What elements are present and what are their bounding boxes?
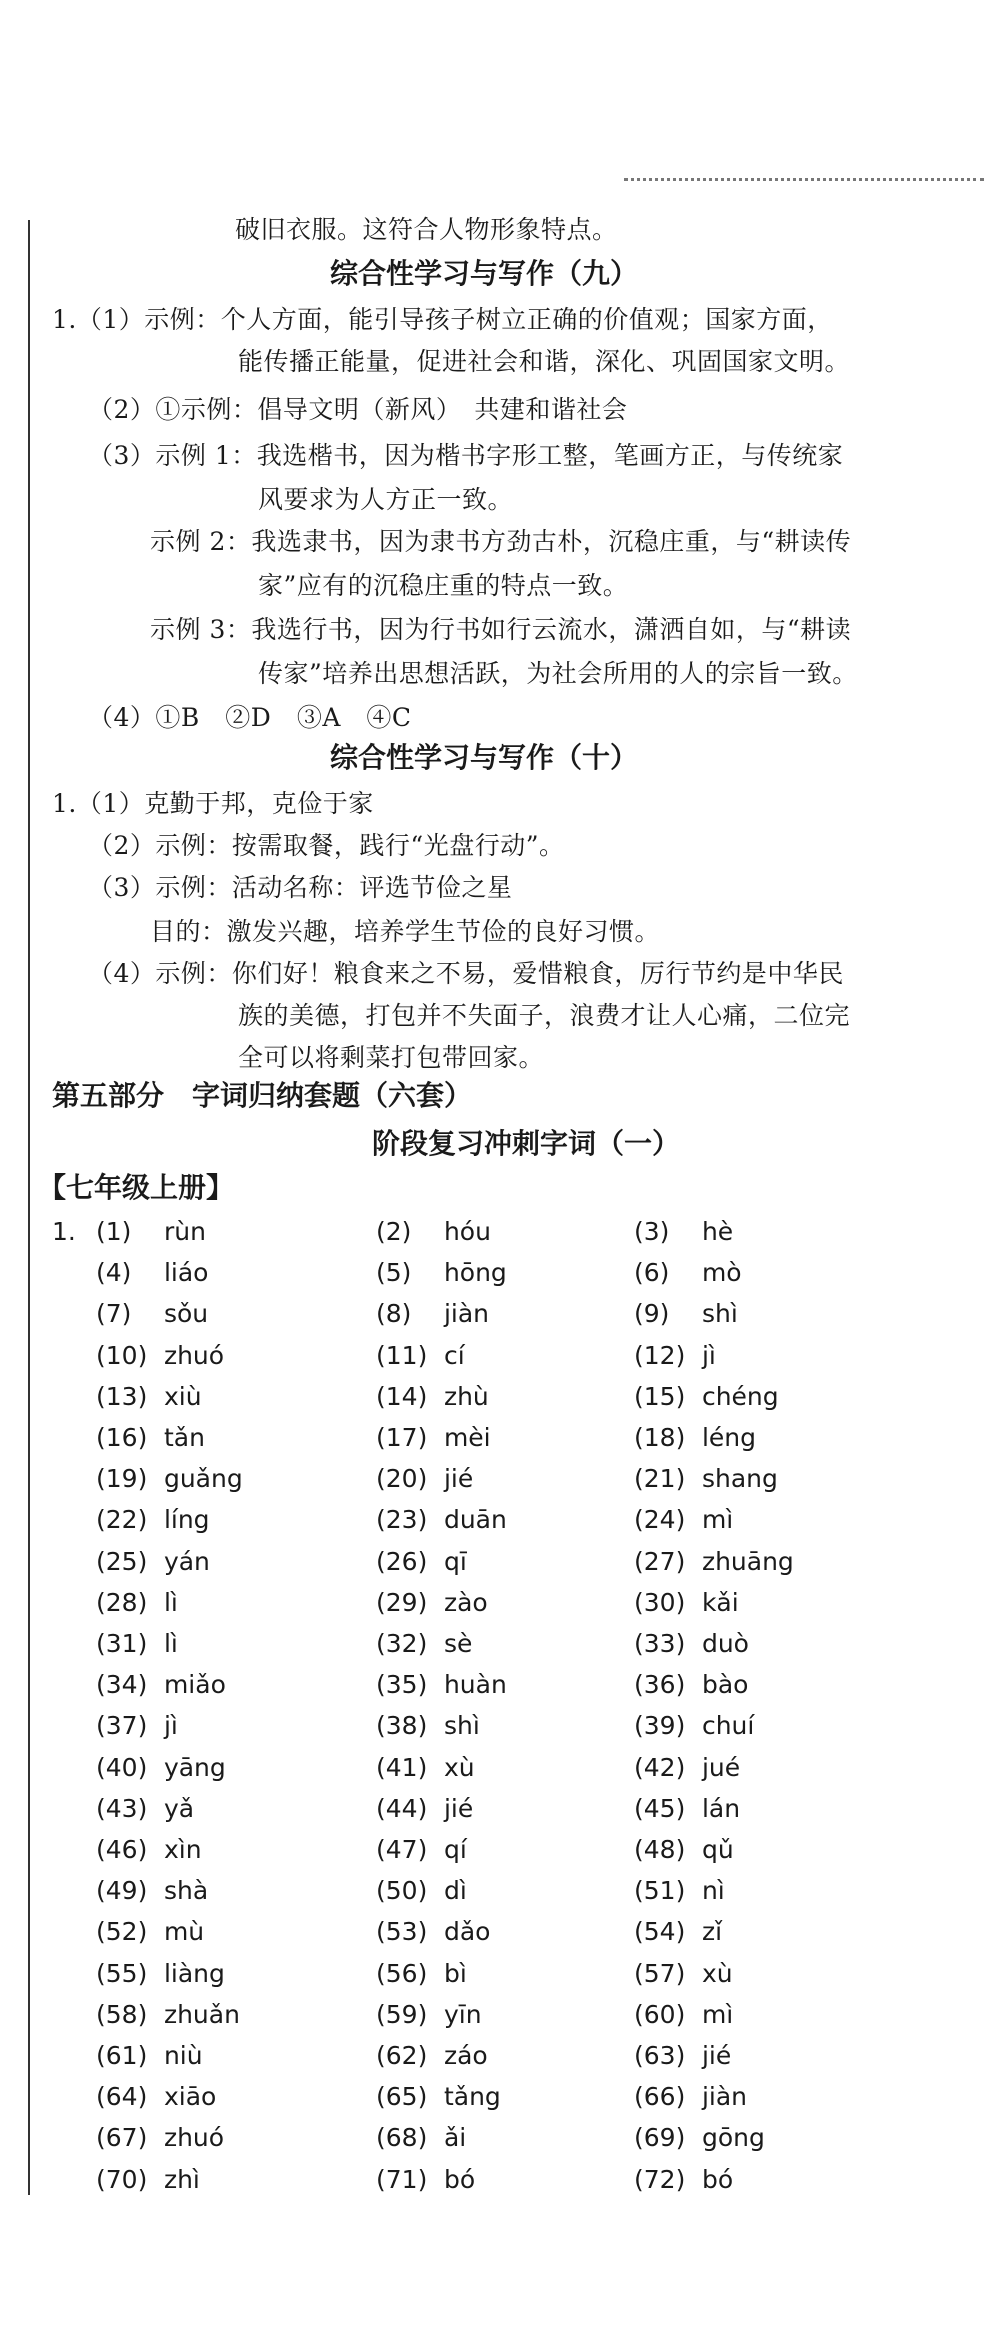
answer-number: (8)	[376, 1299, 412, 1329]
answer-pinyin: tǎng	[436, 2082, 501, 2112]
answer-pinyin: lì	[156, 1629, 178, 1658]
answer-number: (61)	[96, 2041, 148, 2070]
sec10-q1: 1.（1）克勤于邦，克俭于家	[52, 789, 374, 818]
answer-pinyin: mù	[156, 1917, 205, 1947]
answer-pinyin: shang	[694, 1464, 778, 1494]
answer-number: (55)	[96, 1958, 148, 1988]
question-number: 1.	[52, 1217, 76, 1246]
pinyin-answer	[634, 1459, 778, 1499]
answer-number: (22)	[96, 1505, 148, 1535]
answer-pinyin: bào	[694, 1670, 749, 1700]
pinyin-answer	[376, 1789, 473, 1829]
pinyin-answer	[96, 2118, 224, 2158]
answer-number: (33)	[634, 1629, 686, 1658]
answer-pinyin: ǎi	[436, 2123, 467, 2153]
answer-number: (48)	[634, 1835, 686, 1864]
pinyin-answer	[376, 1377, 489, 1417]
answer-number: (41)	[376, 1752, 428, 1782]
answer-number: (57)	[634, 1958, 686, 1988]
pinyin-answer	[96, 1459, 243, 1499]
sec10-q4-line3: 全可以将剩菜打包带回家。	[238, 1043, 545, 1072]
pinyin-answer	[96, 1212, 206, 1252]
pinyin-answer	[96, 1830, 202, 1870]
pinyin-answer	[96, 1500, 210, 1540]
answer-number: (43)	[96, 1793, 148, 1823]
pinyin-answer	[634, 2118, 765, 2158]
answer-pinyin: duān	[436, 1505, 507, 1535]
answer-number: (31)	[96, 1629, 148, 1658]
answer-number: (59)	[376, 1999, 428, 2029]
answer-number: (19)	[96, 1464, 148, 1494]
answer-pinyin: líng	[156, 1505, 210, 1535]
answer-number: (56)	[376, 1958, 428, 1988]
answer-pinyin: huàn	[436, 1670, 507, 1700]
pinyin-answer	[376, 1748, 475, 1788]
pinyin-answer	[634, 1912, 722, 1952]
pinyin-answer	[96, 2077, 216, 2117]
sec9-q3-line3: 示例 2：我选隶书，因为隶书方劲古朴，沉稳庄重，与“耕读传	[150, 527, 852, 556]
answer-pinyin: chéng	[694, 1381, 779, 1411]
sec9-q1-line1: 1.（1）示例：个人方面，能引导孩子树立正确的价值观；国家方面，	[52, 305, 833, 334]
answer-number: (47)	[376, 1835, 428, 1864]
answer-pinyin: rùn	[156, 1217, 206, 1246]
answer-pinyin: nì	[694, 1876, 725, 1906]
answer-number: (50)	[376, 1876, 428, 1906]
answer-pinyin: jiàn	[436, 1299, 490, 1329]
pinyin-answer	[96, 1583, 178, 1623]
answer-pinyin: liáo	[156, 1258, 209, 1288]
answer-number: (39)	[634, 1711, 686, 1741]
answer-pinyin: jì	[156, 1711, 178, 1741]
pinyin-answer	[634, 1871, 725, 1911]
answer-number: (45)	[634, 1793, 686, 1823]
pinyin-answer	[634, 1253, 742, 1293]
sec9-q3-line4: 家”应有的沉稳庄重的特点一致。	[258, 571, 629, 600]
answer-pinyin: bó	[436, 2164, 476, 2194]
left-margin-rule	[28, 220, 30, 2195]
pinyin-answer	[376, 1500, 507, 1540]
answer-pinyin: hōng	[436, 1258, 507, 1288]
pinyin-answer	[96, 1871, 208, 1911]
answer-pinyin: lì	[156, 1587, 178, 1617]
answer-pinyin: qī	[436, 1546, 467, 1576]
pinyin-answer	[634, 1789, 740, 1829]
pinyin-answer	[634, 1665, 748, 1705]
answer-pinyin: niù	[156, 2041, 203, 2070]
answer-number: (62)	[376, 2041, 428, 2070]
pinyin-answer	[376, 1830, 467, 1870]
answer-number: (36)	[634, 1670, 686, 1700]
answer-pinyin: bó	[694, 2164, 734, 2194]
sec10-q3-line2: 目的：激发兴趣，培养学生节俭的良好习惯。	[150, 917, 661, 946]
answer-pinyin: zhuāng	[694, 1546, 794, 1576]
answer-number: (30)	[634, 1587, 686, 1617]
answer-pinyin: mò	[694, 1258, 742, 1288]
answer-pinyin: yīn	[436, 1999, 482, 2029]
pinyin-answer	[634, 1583, 739, 1623]
answer-number: (12)	[634, 1340, 686, 1370]
pinyin-answer	[376, 1583, 488, 1623]
answer-pinyin: miǎo	[156, 1670, 226, 1700]
answer-number: (14)	[376, 1381, 428, 1411]
answer-pinyin: xìn	[156, 1835, 202, 1864]
answer-pinyin: qí	[436, 1835, 467, 1864]
answer-number: (70)	[96, 2164, 148, 2194]
pinyin-answer	[376, 2160, 475, 2200]
sec10-q4-line2: 族的美德，打包并不失面子，浪费才让人心痛，二位完	[238, 1001, 851, 1030]
pinyin-answer	[96, 1624, 178, 1664]
answer-pinyin: yán	[156, 1546, 210, 1576]
answer-number: (54)	[634, 1917, 686, 1947]
answer-pinyin: shì	[694, 1299, 738, 1329]
pinyin-answer	[96, 1336, 224, 1376]
answer-number: (18)	[634, 1423, 686, 1452]
pinyin-answer	[376, 1542, 467, 1582]
answer-number: (17)	[376, 1423, 428, 1452]
answer-number: (53)	[376, 1917, 428, 1947]
answer-pinyin: bì	[436, 1958, 467, 1988]
pinyin-answer	[376, 2118, 466, 2158]
pinyin-answer	[96, 1954, 225, 1994]
pinyin-answer	[634, 2077, 747, 2117]
answer-number: (26)	[376, 1546, 428, 1576]
answer-pinyin: zhù	[436, 1381, 489, 1411]
pinyin-answer	[376, 1706, 480, 1746]
answer-number: (51)	[634, 1876, 686, 1906]
answer-number: (21)	[634, 1464, 686, 1494]
section-title-9: 综合性学习与写作（九）	[330, 257, 639, 290]
pinyin-answer	[376, 1995, 482, 2035]
answer-pinyin: duò	[694, 1629, 749, 1658]
sec10-q4-line1: （4）示例：你们好！粮食来之不易，爱惜粮食，厉行节约是中华民	[88, 959, 844, 988]
answer-pinyin: dì	[436, 1876, 467, 1906]
answer-number: (16)	[96, 1423, 148, 1452]
answer-number: (60)	[634, 1999, 686, 2029]
answer-pinyin: gōng	[694, 2123, 765, 2153]
answer-number: (29)	[376, 1587, 428, 1617]
pinyin-answer	[634, 1954, 733, 1994]
sec9-q4: （4）①B ②D ③A ④C	[88, 703, 412, 732]
pinyin-answer	[96, 1377, 202, 1417]
pinyin-answer	[96, 1706, 178, 1746]
answer-number: (32)	[376, 1629, 428, 1658]
pinyin-answer	[96, 1789, 194, 1829]
answer-number: (37)	[96, 1711, 148, 1741]
answer-pinyin: liàng	[156, 1958, 225, 1988]
answer-pinyin: sǒu	[156, 1299, 209, 1329]
pinyin-answer	[376, 2077, 501, 2117]
answer-number: (42)	[634, 1752, 686, 1782]
answer-pinyin: tǎn	[156, 1423, 205, 1452]
answer-number: (20)	[376, 1464, 428, 1494]
pinyin-answer	[96, 1253, 208, 1293]
answer-number: (68)	[376, 2123, 428, 2153]
pinyin-answer	[376, 1418, 491, 1458]
answer-number: (11)	[376, 1340, 428, 1370]
pinyin-answer	[634, 1212, 733, 1252]
answer-pinyin: jiàn	[694, 2082, 748, 2112]
answer-pinyin: xù	[436, 1752, 475, 1782]
pinyin-answer	[634, 1830, 734, 1870]
pinyin-answer	[376, 1459, 473, 1499]
pinyin-answer	[96, 1294, 208, 1334]
pinyin-answer	[634, 1706, 754, 1746]
pinyin-answer	[96, 1995, 240, 2035]
answer-number: (35)	[376, 1670, 428, 1700]
answer-pinyin: sè	[436, 1629, 473, 1658]
answer-number: (23)	[376, 1505, 428, 1535]
answer-number: (9)	[634, 1299, 670, 1329]
answer-pinyin: mì	[694, 1505, 734, 1535]
answer-pinyin: léng	[694, 1423, 756, 1452]
stage-review-title: 阶段复习冲刺字词（一）	[372, 1127, 681, 1160]
pinyin-answer	[634, 2160, 733, 2200]
pinyin-answer	[96, 1665, 226, 1705]
answer-pinyin: chuí	[694, 1711, 755, 1741]
sec9-q2: （2）①示例：倡导文明（新风） 共建和谐社会	[88, 395, 628, 424]
answer-pinyin: xù	[694, 1958, 733, 1988]
answer-pinyin: hóu	[436, 1217, 491, 1246]
continued-answer-line: 破旧衣服。这符合人物形象特点。	[235, 215, 618, 244]
pinyin-answer	[634, 1500, 733, 1540]
answer-number: (72)	[634, 2164, 686, 2194]
answer-pinyin: jié	[694, 2041, 732, 2070]
pinyin-answer	[96, 1748, 226, 1788]
grade-label: 【七年级上册】	[38, 1171, 235, 1204]
pinyin-answer	[376, 1871, 467, 1911]
answer-pinyin: qǔ	[694, 1835, 734, 1864]
answer-number: (15)	[634, 1381, 686, 1411]
pinyin-answer	[376, 1665, 507, 1705]
answer-number: (52)	[96, 1917, 148, 1947]
answer-number: (46)	[96, 1835, 148, 1864]
answer-number: (4)	[96, 1258, 132, 1288]
pinyin-answer	[634, 1542, 794, 1582]
sec10-q3-line1: （3）示例：活动名称：评选节俭之星	[88, 873, 513, 902]
answer-number: (13)	[96, 1381, 148, 1411]
answer-pinyin: jié	[436, 1464, 474, 1494]
pinyin-answer	[376, 2036, 488, 2076]
answer-pinyin: zhuǎn	[156, 1999, 240, 2029]
sec9-q3-line5: 示例 3：我选行书，因为行书如行云流水，潇洒自如，与“耕读	[150, 615, 852, 644]
pinyin-answer	[634, 1418, 756, 1458]
answer-pinyin: guǎng	[156, 1464, 243, 1494]
answer-number: (71)	[376, 2164, 428, 2194]
answer-pinyin: kǎi	[694, 1587, 739, 1617]
pinyin-answer	[96, 2160, 200, 2200]
sec9-q3-line1: （3）示例 1：我选楷书，因为楷书字形工整，笔画方正，与传统家	[88, 441, 844, 470]
answer-pinyin: zào	[436, 1587, 488, 1617]
part-five-heading: 第五部分 字词归纳套题（六套）	[52, 1079, 473, 1112]
answer-number: (65)	[376, 2082, 428, 2112]
pinyin-answer	[376, 1954, 467, 1994]
pinyin-answer	[634, 1377, 779, 1417]
section-title-10: 综合性学习与写作（十）	[330, 741, 639, 774]
pinyin-answer	[376, 1624, 472, 1664]
answer-pinyin: mèi	[436, 1423, 491, 1452]
answer-number: (34)	[96, 1670, 148, 1700]
pinyin-answer	[96, 1912, 204, 1952]
pinyin-answer	[376, 1912, 490, 1952]
sec9-q3-line6: 传家”培养出思想活跃，为社会所用的人的宗旨一致。	[258, 659, 858, 688]
answer-number: (6)	[634, 1258, 670, 1288]
answer-pinyin: xiù	[156, 1381, 202, 1411]
answer-number: (58)	[96, 1999, 148, 2029]
answer-number: (63)	[634, 2041, 686, 2070]
answer-number: (24)	[634, 1505, 686, 1535]
pinyin-answer	[634, 1748, 740, 1788]
sec9-q1-line2: 能传播正能量，促进社会和谐，深化、巩固国家文明。	[238, 347, 851, 376]
pinyin-answer	[634, 1336, 716, 1376]
pinyin-answer	[376, 1336, 465, 1376]
answer-number: (49)	[96, 1876, 148, 1906]
answer-pinyin: zhì	[156, 2164, 200, 2194]
answer-pinyin: xiāo	[156, 2082, 217, 2112]
answer-pinyin: shà	[156, 1876, 209, 1906]
answer-number: (7)	[96, 1299, 132, 1329]
pinyin-answer	[634, 1624, 749, 1664]
answer-number: (2)	[376, 1217, 412, 1246]
answer-pinyin: hè	[694, 1217, 734, 1246]
answer-number: (28)	[96, 1587, 148, 1617]
sec9-q3-line2: 风要求为人方正一致。	[258, 485, 514, 514]
answer-number: (27)	[634, 1546, 686, 1576]
pinyin-answer	[376, 1212, 491, 1252]
answer-pinyin: cí	[436, 1340, 465, 1370]
answer-pinyin: jì	[694, 1340, 716, 1370]
answer-number: (10)	[96, 1340, 148, 1370]
answer-pinyin: mì	[694, 1999, 734, 2029]
sec10-q2: （2）示例：按需取餐，践行“光盘行动”。	[88, 831, 565, 860]
answer-number: (67)	[96, 2123, 148, 2153]
answer-pinyin: zhuó	[156, 2123, 225, 2153]
answer-pinyin: zhuó	[156, 1340, 225, 1370]
pinyin-answer	[634, 2036, 731, 2076]
answer-pinyin: lán	[694, 1793, 741, 1823]
answer-number: (40)	[96, 1752, 148, 1782]
pinyin-answer	[96, 2036, 203, 2076]
pinyin-answer	[96, 1542, 210, 1582]
answer-pinyin: záo	[436, 2041, 488, 2070]
answer-pinyin: zǐ	[694, 1917, 723, 1947]
answer-pinyin: jié	[436, 1793, 474, 1823]
answer-pinyin: dǎo	[436, 1917, 491, 1947]
pinyin-answer	[634, 1995, 733, 2035]
pinyin-answer	[376, 1253, 507, 1293]
answer-number: (66)	[634, 2082, 686, 2112]
header-dotted-rule	[624, 178, 984, 181]
answer-number: (44)	[376, 1793, 428, 1823]
pinyin-answer	[634, 1294, 738, 1334]
answer-number: (38)	[376, 1711, 428, 1741]
answer-pinyin: yǎ	[156, 1793, 195, 1823]
answer-pinyin: yāng	[156, 1752, 226, 1782]
answer-number: (69)	[634, 2123, 686, 2153]
answer-pinyin: jué	[694, 1752, 741, 1782]
answer-number: (3)	[634, 1217, 670, 1246]
answer-number: (5)	[376, 1258, 412, 1288]
answer-number: (25)	[96, 1546, 148, 1576]
answer-number: (64)	[96, 2082, 148, 2112]
answer-pinyin: shì	[436, 1711, 480, 1741]
pinyin-answer	[376, 1294, 489, 1334]
answer-number: (1)	[96, 1217, 132, 1246]
pinyin-answer	[96, 1418, 205, 1458]
